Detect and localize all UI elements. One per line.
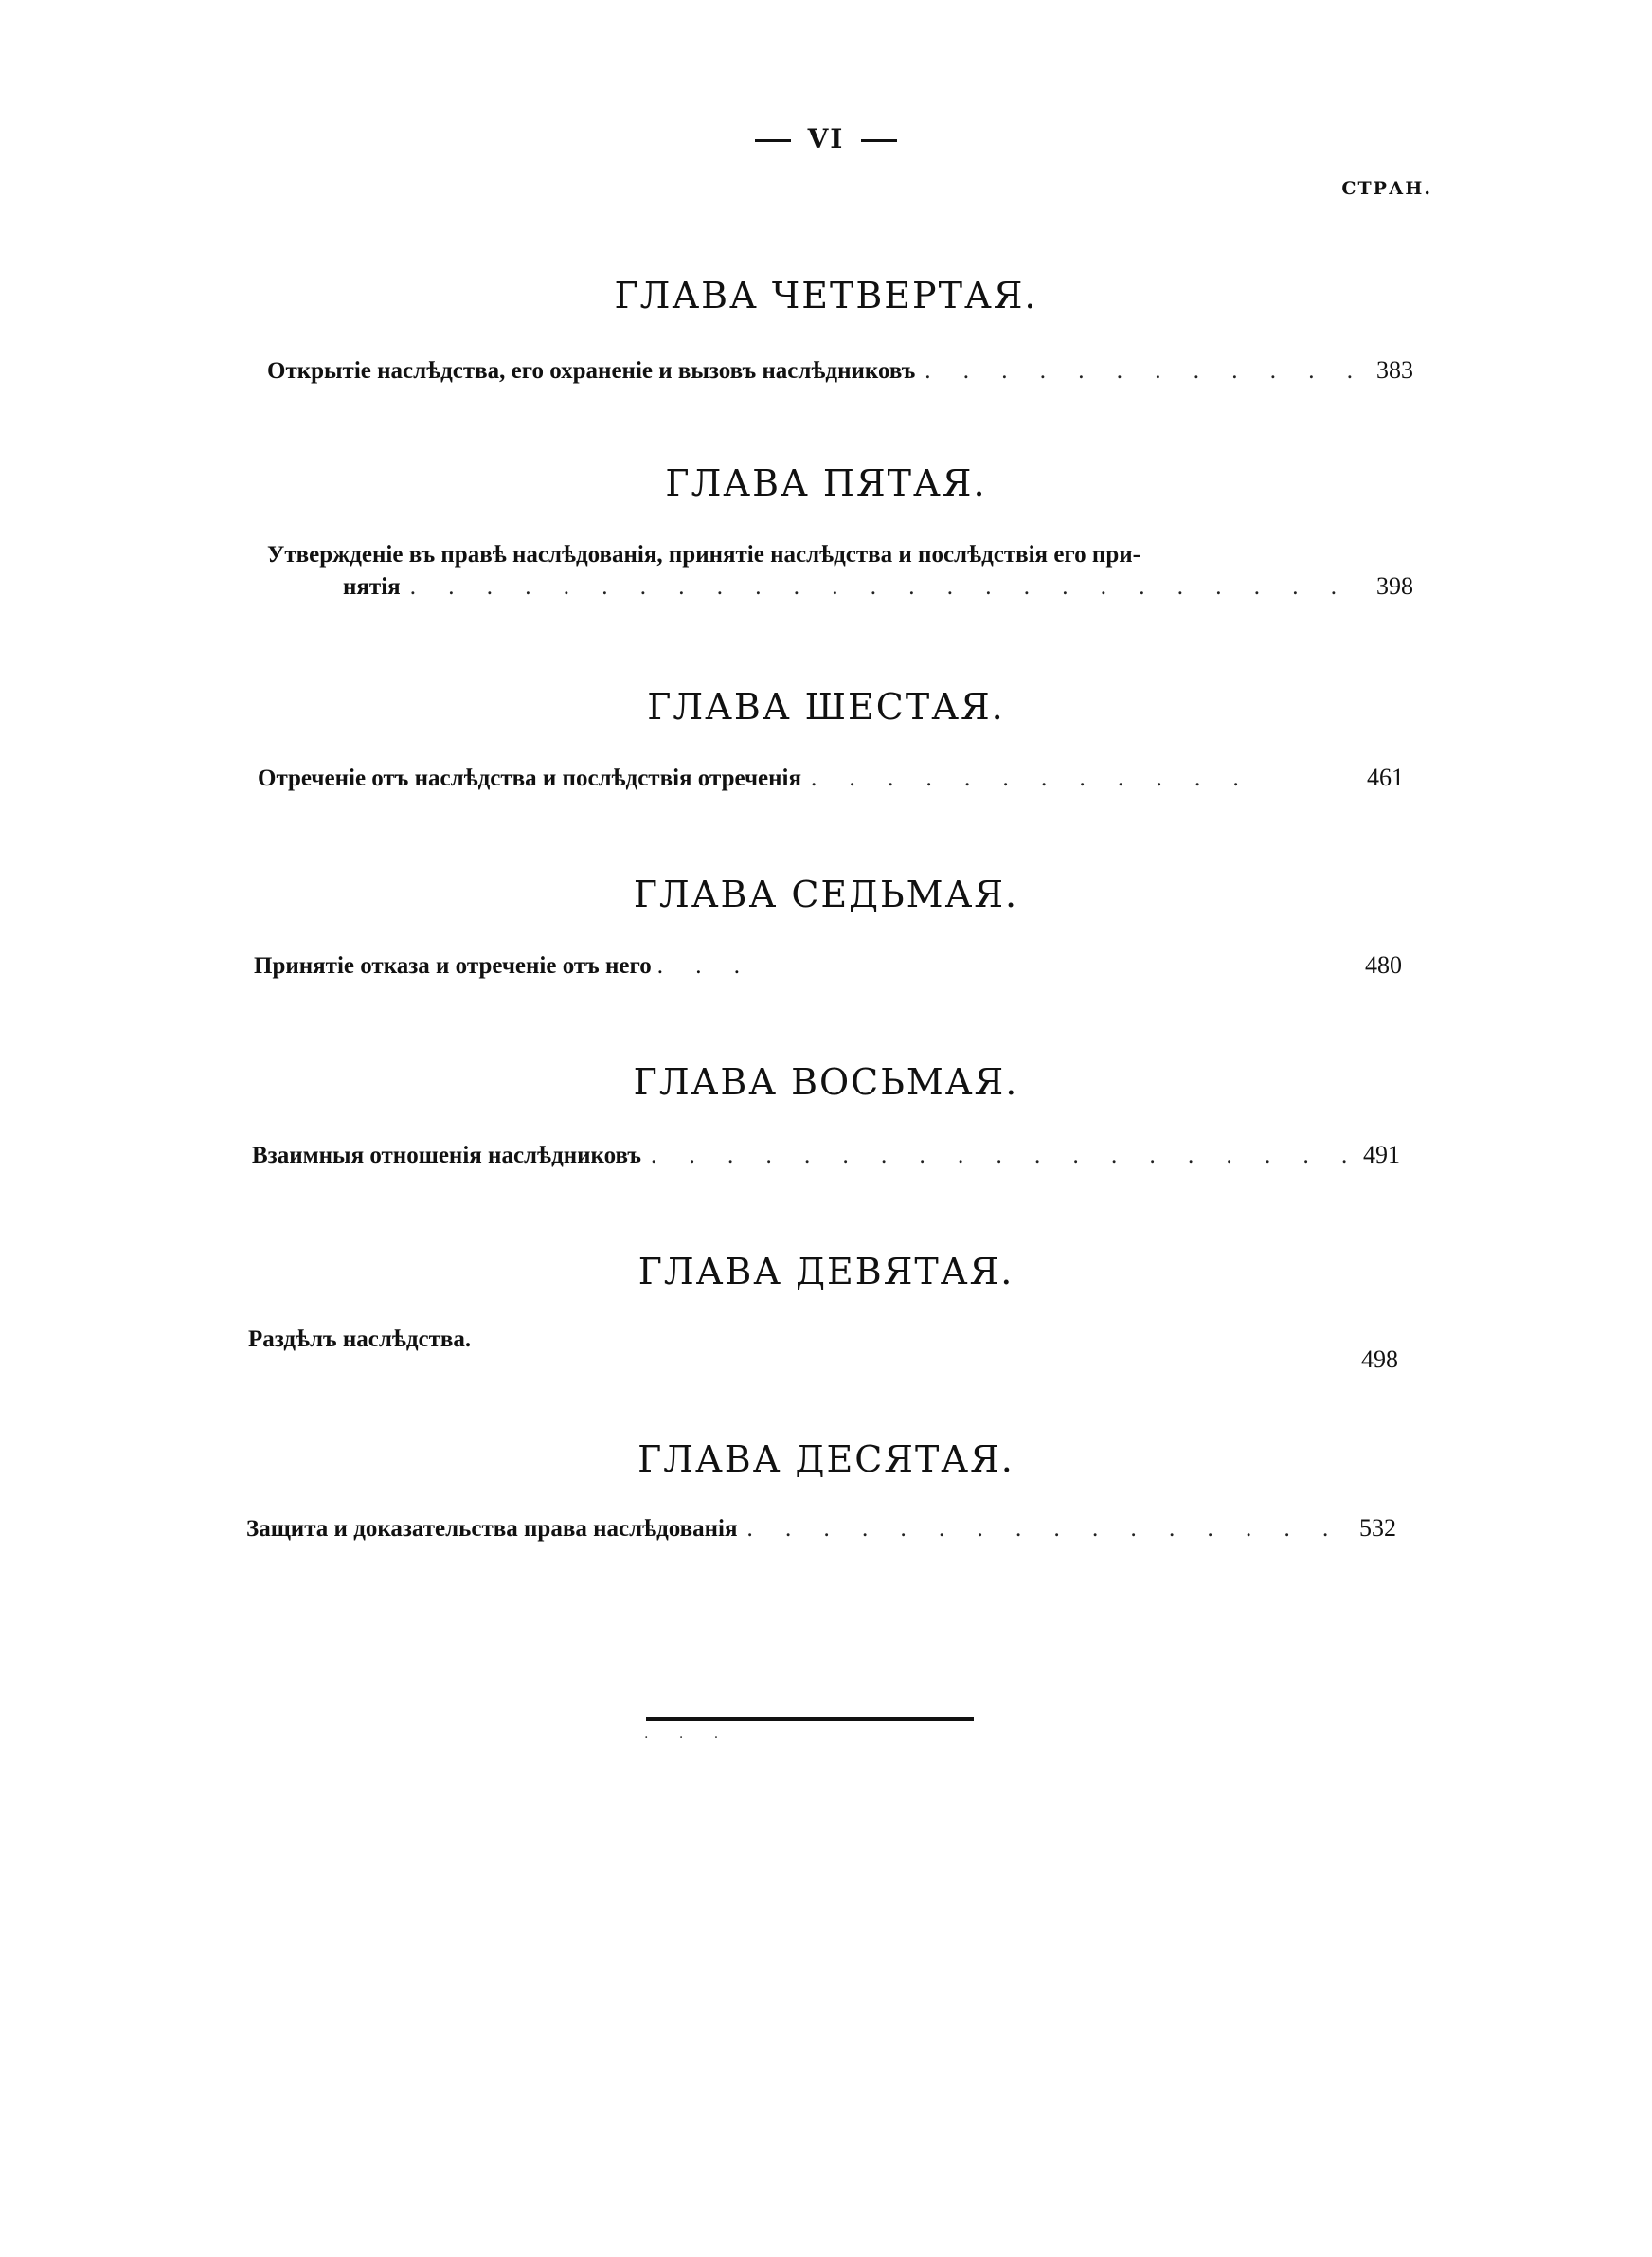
dot-leader xyxy=(410,574,1366,601)
toc-entry xyxy=(246,1514,1396,1543)
toc-entry-text: Защита и доказательства права наслѣдованія xyxy=(246,1516,738,1542)
chapter-title: ГЛАВА ВОСЬМАЯ. xyxy=(633,1061,1019,1103)
toc-entry xyxy=(252,1141,1400,1169)
toc-entry xyxy=(254,951,1402,980)
dot-leader xyxy=(651,1143,1353,1169)
toc-entry-text: Принятіе отказа и отреченіе отъ него xyxy=(254,953,652,979)
toc-entry xyxy=(267,356,1413,385)
toc-entry-line xyxy=(267,356,1413,385)
toc-entry xyxy=(258,764,1404,792)
dot-leader xyxy=(811,766,1262,792)
toc-entry-text: Открытіе наслѣдства, его охраненіе и вызовъ наслѣдниковъ xyxy=(267,358,916,384)
toc-entry-line xyxy=(258,764,1404,792)
chapter-title: ГЛАВА ЧЕТВЕРТАЯ. xyxy=(614,275,1038,316)
toc-entry-text-continued: нятія xyxy=(343,574,401,600)
toc-page-number: 461 xyxy=(1367,764,1404,791)
closing-rule xyxy=(646,1717,974,1721)
chapter-title: ГЛАВА ДЕСЯТАЯ. xyxy=(637,1438,1015,1480)
toc-page-number: 498 xyxy=(1361,1345,1398,1373)
toc-page-number: 532 xyxy=(1359,1514,1396,1542)
chapter-title: ГЛАВА СЕДЬМАЯ. xyxy=(633,874,1019,915)
toc-entry xyxy=(267,542,1413,601)
chapter-title: ГЛАВА ДЕВЯТАЯ. xyxy=(637,1251,1015,1292)
toc-page-number: 491 xyxy=(1363,1141,1400,1168)
folio-dash-right xyxy=(861,139,897,142)
page-column-label: СТРАН. xyxy=(1341,178,1432,199)
toc-entry-line xyxy=(254,951,1402,980)
dot-leader xyxy=(925,358,1366,385)
print-specks: . . . xyxy=(644,1726,732,1742)
toc-entry-line xyxy=(248,1325,1398,1373)
chapter-title: ГЛАВА ШЕСТАЯ. xyxy=(647,686,1005,728)
toc-entry-text: Взаимныя отношенія наслѣдниковъ xyxy=(252,1143,641,1168)
chapter-title: ГЛАВА ПЯТАЯ. xyxy=(665,462,987,504)
toc-entry-line xyxy=(267,542,1413,569)
toc-entry-line xyxy=(252,1141,1400,1169)
toc-entry-text: Раздѣлъ наслѣдства. xyxy=(248,1327,472,1352)
toc-entry-text: Отреченіе отъ наслѣдства и послѣдствія отреченія xyxy=(258,766,802,791)
toc-entry-line xyxy=(246,1514,1396,1543)
toc-page-number: 398 xyxy=(1376,572,1413,600)
page-folio xyxy=(0,123,1652,154)
toc-page-number: 480 xyxy=(1365,951,1402,979)
toc-entry-text: Утвержденіе въ правѣ наслѣдованія, принятіе наслѣдства и послѣдствія его при- xyxy=(267,542,1140,568)
dot-leader-short: . . . xyxy=(656,953,753,979)
dot-leader xyxy=(747,1516,1349,1543)
folio-number: VI xyxy=(807,123,845,154)
toc-entry xyxy=(248,1325,1398,1373)
toc-entry-line xyxy=(267,572,1413,601)
folio-dash-left xyxy=(755,139,791,142)
toc-page-number: 383 xyxy=(1376,356,1413,384)
